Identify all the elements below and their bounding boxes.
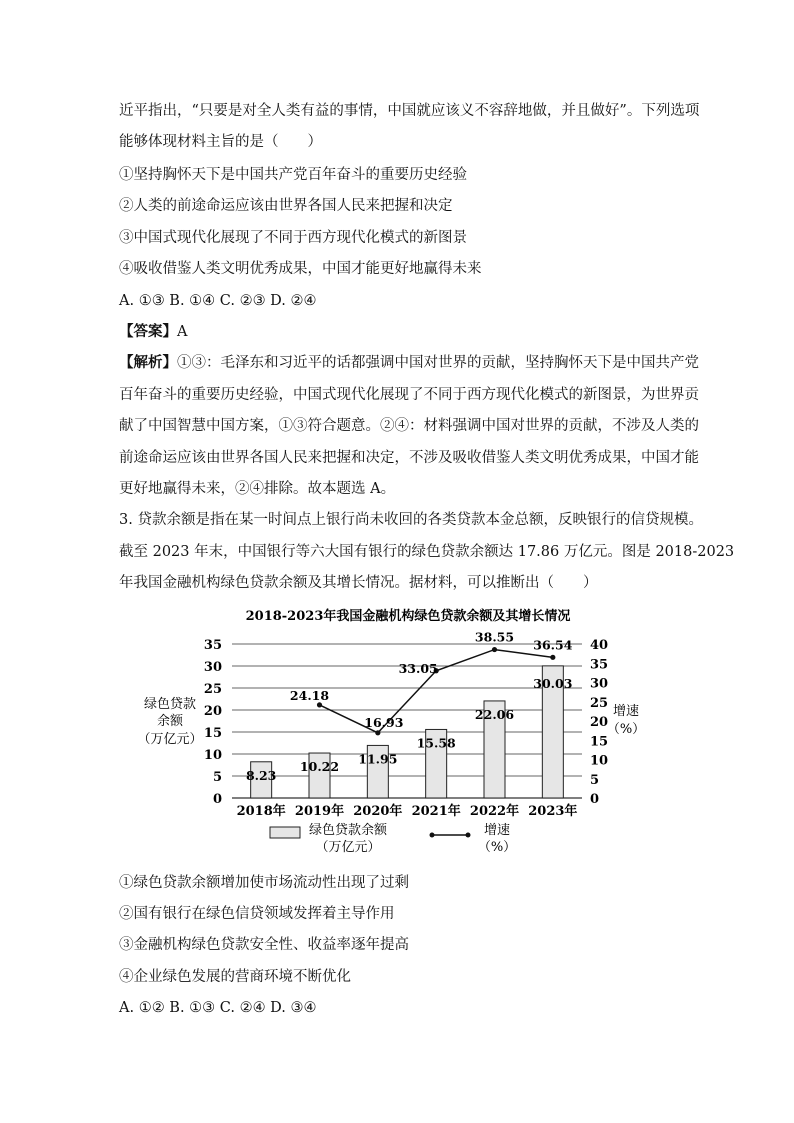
legend-bar-unit: （万亿元）: [315, 840, 381, 855]
legend-line-unit: （%）: [477, 840, 517, 855]
growth-value-label: 33.05: [398, 660, 438, 676]
bar-value-label: 15.58: [416, 735, 456, 751]
answer-label: 【答案】: [119, 323, 177, 340]
x-tick-label: 2021年: [411, 804, 461, 819]
growth-value-label: 24.18: [289, 687, 330, 703]
answer-value: A: [177, 324, 188, 340]
q2-analysis-line-3: 献了中国智慧中国方案，①③符合题意。②④：材料强调中国对世界的贡献，不涉及人类的: [119, 418, 699, 434]
legend-bar-swatch: [270, 827, 300, 838]
y2-tick-label: 0: [590, 792, 600, 807]
q3-option-3: ③金融机构绿色贷款安全性、收益率逐年提高: [119, 937, 409, 953]
y2-tick-label: 25: [590, 695, 609, 711]
legend-bar-name: 绿色贷款余额: [308, 823, 388, 838]
growth-point: [375, 730, 380, 735]
q2-answer: [119, 322, 187, 342]
y-tick-label: 10: [203, 748, 222, 763]
y2-axis-label: [607, 703, 645, 737]
q2-stem-line-2: 能够体现材料主旨的是（ ）: [119, 134, 322, 150]
analysis-label: 【解析】: [119, 354, 177, 371]
growth-line: [290, 630, 573, 736]
growth-value-label: 16.93: [364, 714, 404, 730]
legend-line-name: 增速: [483, 823, 511, 838]
legend-line-marker-right: [466, 833, 471, 838]
q3-stem-line-3: 年我国金融机构绿色贷款余额及其增长情况。据材料，可以推断出（ ）: [119, 575, 598, 591]
bar-value-label: 8.23: [245, 767, 277, 783]
x-tick-label: 2018年: [236, 804, 286, 819]
y2-axis-ticks: [590, 638, 608, 807]
y2-tick-label: 5: [590, 772, 600, 788]
y2-tick-label: 15: [590, 734, 609, 750]
growth-point: [550, 655, 555, 660]
x-tick-label: 2019年: [294, 804, 345, 819]
green-loan-chart: [0, 598, 794, 868]
q2-analysis-line-4: 前途命运应该由世界各国人民来把握和决定，不涉及吸收借鉴人类文明优秀成果，中国才能: [119, 450, 699, 466]
q3-option-1: ①绿色贷款余额增加使市场流动性出现了过剩: [119, 875, 409, 891]
y-tick-label: 5: [212, 770, 222, 785]
bar-value-label: 11.95: [358, 751, 398, 767]
bar-value-label: 30.03: [533, 675, 573, 691]
y-axis-label-line-2: 余额: [156, 714, 184, 729]
y-tick-label: 35: [203, 638, 222, 653]
y-axis-label-line-3: （万亿元）: [137, 732, 203, 747]
y2-axis-label-line-2: （%）: [606, 722, 646, 737]
y2-tick-label: 30: [590, 676, 609, 692]
x-tick-label: 2022年: [469, 804, 520, 819]
y-axis-ticks: [204, 638, 222, 807]
q3-option-4: ④企业绿色发展的营商环境不断优化: [119, 969, 351, 985]
x-tick-label: 2020年: [353, 804, 403, 819]
y-axis-label-line-1: 绿色贷款: [143, 697, 197, 712]
analysis-text-1: ①③：毛泽东和习近平的话都强调中国对世界的贡献，坚持胸怀天下是中国共产党: [177, 355, 699, 371]
q3-stem-line-2: 截至 2023 年末，中国银行等六大国有银行的绿色贷款余额达 17.86 万亿元。图是 2018-2023: [119, 544, 735, 560]
q3-choices: A. ①② B. ①③ C. ②④ D. ③④: [119, 1000, 317, 1016]
q2-option-4: ④吸收借鉴人类文明优秀成果，中国才能更好地赢得未来: [119, 261, 482, 277]
y-tick-label: 0: [212, 792, 222, 807]
y-axis-label: [137, 696, 202, 747]
q3-option-2: ②国有银行在绿色信贷领域发挥着主导作用: [119, 906, 395, 922]
q2-stem-line-1: 近平指出，“只要是对全人类有益的事情，中国就应该义不容辞地做，并且做好”。下列选项: [119, 103, 700, 119]
q3-stem-line-1: 3. 贷款余额是指在某一时间点上银行尚未收回的各类贷款本金总额，反映银行的信贷规模。: [119, 512, 703, 528]
legend-line-marker-left: [430, 833, 435, 838]
bar-value-label: 10.22: [299, 759, 340, 775]
x-axis-ticks: [237, 803, 578, 819]
q2-analysis-line-5: 更好地赢得未来，②④排除。故本题选 A。: [119, 481, 396, 497]
growth-value-label: 36.54: [533, 637, 573, 653]
y-tick-label: 20: [203, 704, 222, 719]
y2-tick-label: 40: [590, 638, 609, 653]
chart-title: 2018-2023年我国金融机构绿色贷款余额及其增长情况: [245, 609, 571, 624]
q2-option-1: ①坚持胸怀天下是中国共产党百年奋斗的重要历史经验: [119, 167, 467, 183]
y-tick-label: 30: [203, 660, 222, 675]
growth-point: [492, 647, 497, 652]
growth-point: [317, 702, 322, 707]
y-tick-label: 25: [203, 682, 222, 697]
y2-axis-label-line-1: 增速: [612, 704, 640, 719]
bar-value-label: 22.06: [474, 706, 515, 722]
growth-value-label: 38.55: [474, 629, 515, 645]
q2-option-2: ②人类的前途命运应该由世界各国人民来把握和决定: [119, 198, 453, 214]
q2-choices: A. ①③ B. ①④ C. ②③ D. ②④: [119, 293, 317, 309]
legend: [270, 822, 516, 855]
q2-option-3: ③中国式现代化展现了不同于西方现代化模式的新图景: [119, 230, 467, 246]
x-tick-label: 2023年: [528, 804, 578, 819]
y2-tick-label: 35: [590, 657, 609, 673]
y2-tick-label: 10: [590, 753, 609, 769]
y-tick-label: 15: [203, 726, 222, 741]
q2-analysis-line-2: 百年奋斗的重要历史经验，中国式现代化展现了不同于西方现代化模式的新图景，为世界贡: [119, 387, 699, 403]
y2-tick-label: 20: [590, 715, 609, 730]
q2-analysis-line-1: [119, 353, 699, 373]
